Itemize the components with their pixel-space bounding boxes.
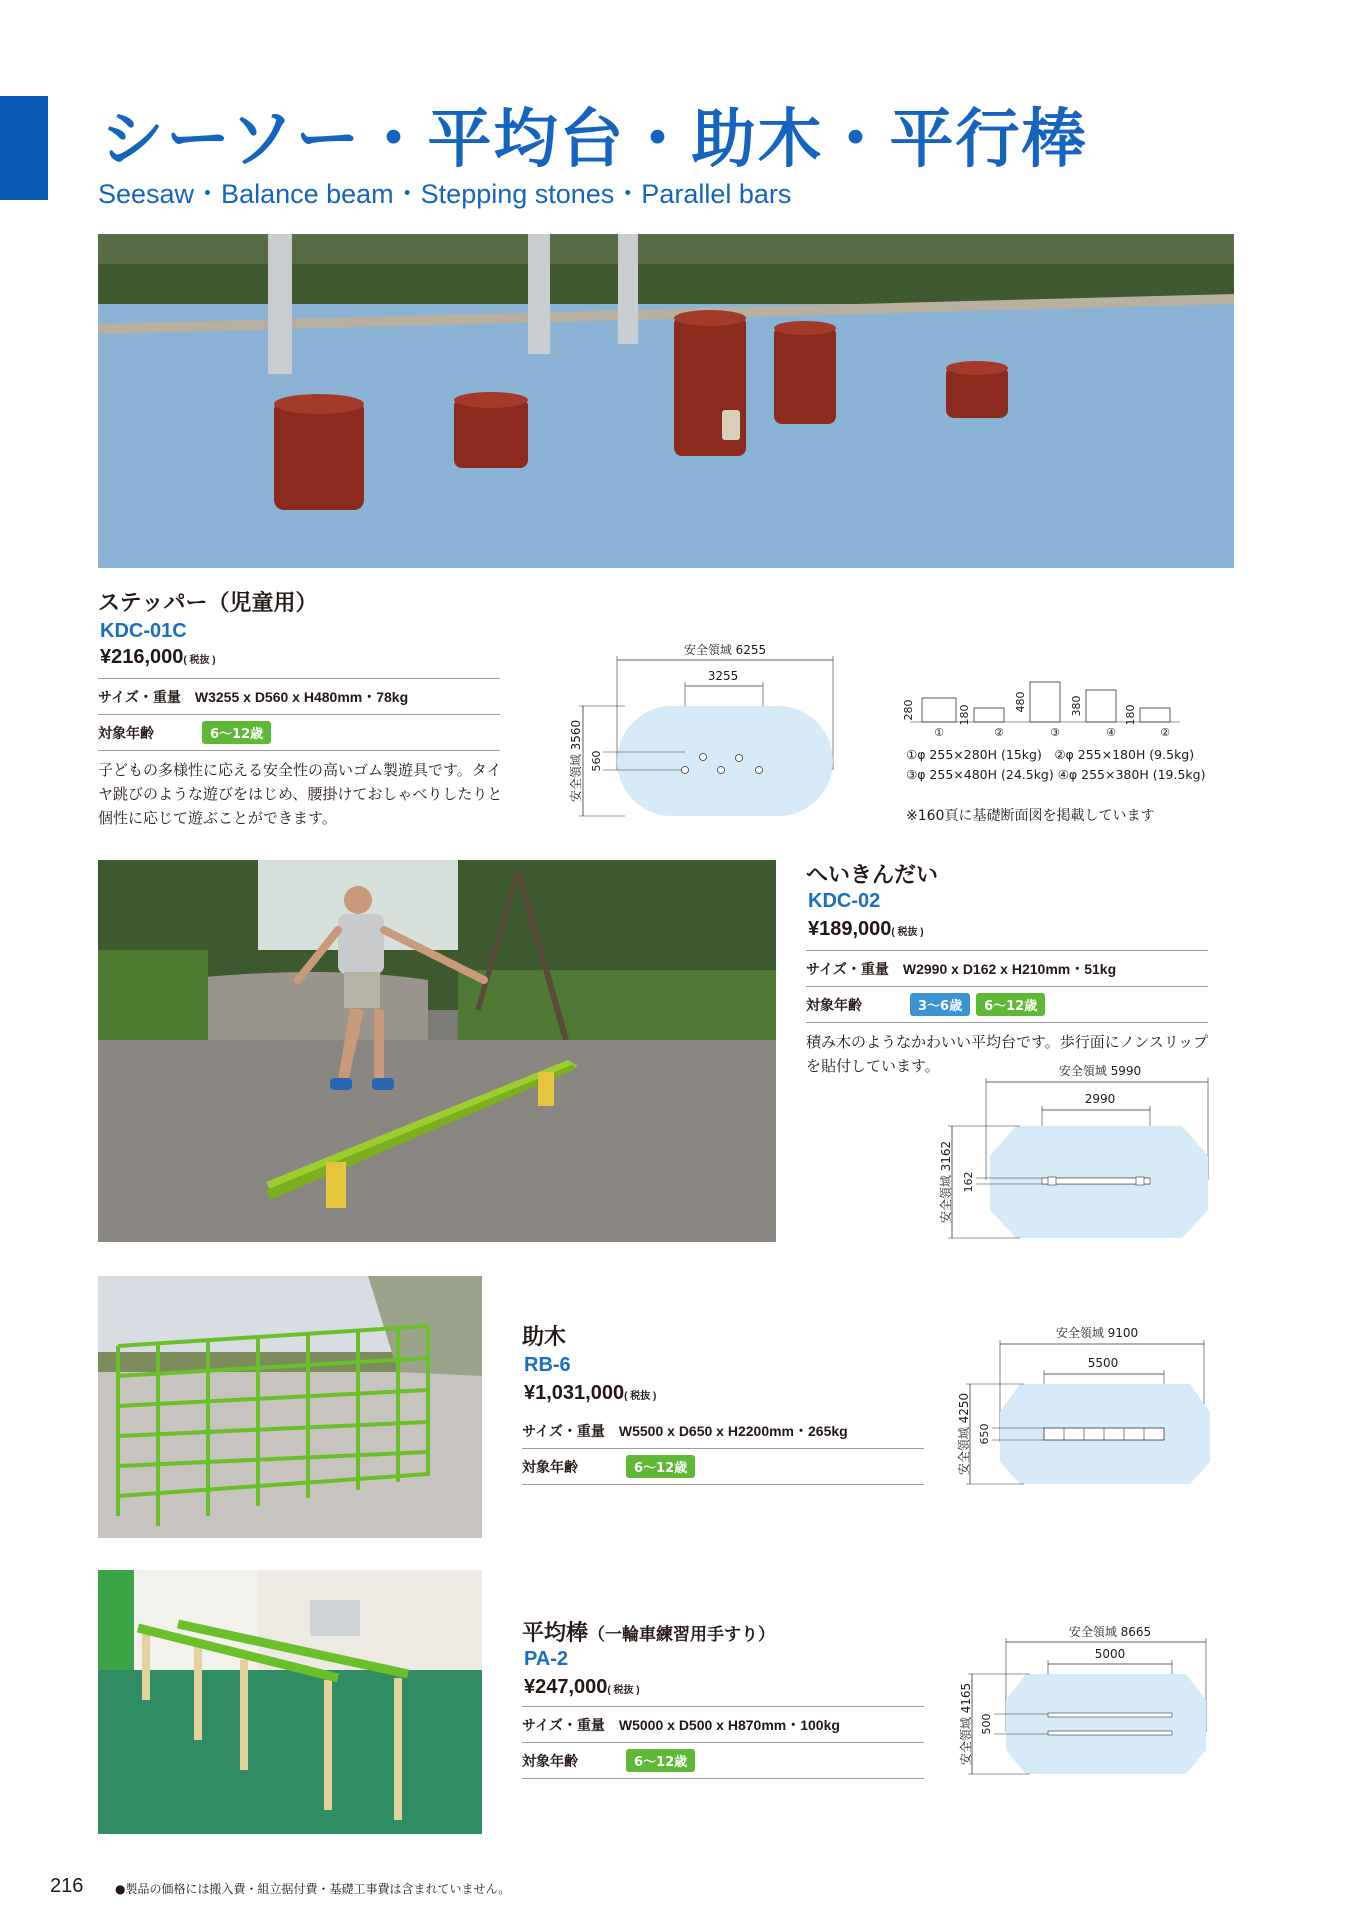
- inner-width-label: 5000: [1094, 1647, 1126, 1661]
- tax-note: ( 税抜 ): [891, 927, 924, 938]
- product-name: ステッパー（児童用）: [98, 591, 318, 616]
- spec-row-age: [806, 987, 1208, 1023]
- balance-beam-diagram: [910, 1060, 1210, 1240]
- part-number: ④: [1106, 726, 1116, 738]
- pa2-diagram: [950, 1622, 1210, 1778]
- size-label: サイズ・重量: [806, 961, 889, 978]
- product-code: KDC-01C: [100, 620, 187, 642]
- price-value: ¥1,031,000: [524, 1382, 625, 1404]
- tax-note: ( 税抜 ): [607, 1685, 640, 1696]
- page-title: シーソー・平均台・助木・平行棒: [100, 103, 1088, 177]
- part-number: ②: [1160, 726, 1170, 738]
- price-value: ¥216,000: [100, 646, 184, 668]
- pa2-photo: [98, 1570, 482, 1834]
- page-number: 216: [50, 1875, 84, 1897]
- size-label: サイズ・重量: [522, 1717, 605, 1734]
- product-code: PA-2: [524, 1648, 569, 1670]
- product-name-main: 平均棒: [522, 1621, 589, 1646]
- rb6-photo: [98, 1276, 482, 1538]
- spec-table: [806, 950, 1208, 1023]
- safety-width-label: 安全領域 5990: [1058, 1064, 1142, 1078]
- tax-note: ( 税抜 ): [624, 1391, 657, 1402]
- product-price: [808, 918, 924, 941]
- inner-height-label: 650: [978, 1423, 991, 1445]
- spec-table: [522, 1706, 924, 1779]
- spec-row-size: [522, 1413, 924, 1449]
- inner-width-label: 5500: [1087, 1356, 1119, 1370]
- age-label: 対象年齢: [806, 997, 862, 1014]
- age-badge: 3～6歳: [910, 993, 970, 1016]
- parts-note: ※160頁に基礎断面図を掲載しています: [906, 808, 1155, 824]
- page-subtitle: Seesaw・Balance beam・Stepping stones・Parallel bars: [98, 179, 792, 209]
- size-value: W2990 x D162 x H210mm・51kg: [902, 960, 1117, 977]
- inner-width-label: 2990: [1084, 1092, 1116, 1106]
- footer-note: ●製品の価格には搬入費・組立据付費・基礎工事費は含まれていません。: [115, 1882, 511, 1896]
- age-badge: 6～12歳: [202, 721, 271, 744]
- size-label: サイズ・重量: [98, 689, 181, 706]
- stepper-layout-diagram: [565, 640, 855, 826]
- parts-spec-line-1: ①φ 255×280H (15kg) ②φ 255×180H (9.5kg): [906, 747, 1195, 762]
- spec-row-size: [806, 951, 1208, 987]
- stepper-parts-diagram: [900, 676, 1210, 738]
- stepper-photo: [98, 234, 1234, 568]
- part-height: 380: [1070, 695, 1083, 717]
- age-label: 対象年齢: [522, 1459, 578, 1476]
- size-label: サイズ・重量: [522, 1423, 605, 1440]
- product-description: 積み木のようなかわいい平均台です。歩行面にノンスリップを貼付しています。: [806, 1033, 1209, 1075]
- tax-note: ( 税抜 ): [183, 655, 216, 666]
- safety-height-label: 安全領域 4250: [957, 1392, 971, 1476]
- product-name: [522, 1616, 775, 1647]
- spec-row-age: [522, 1743, 924, 1779]
- part-number: ①: [934, 726, 944, 738]
- spec-table: [522, 1412, 924, 1485]
- safety-height-label: 安全領域 4165: [959, 1682, 973, 1766]
- spec-row-age: [522, 1449, 924, 1485]
- size-value: W5000 x D500 x H870mm・100kg: [618, 1716, 840, 1733]
- section-side-bar: [0, 96, 48, 200]
- safety-width-label: 安全領域 8665: [1068, 1625, 1152, 1639]
- balance-beam-photo: [98, 860, 776, 1242]
- spec-row-size: [98, 679, 500, 715]
- product-code: RB-6: [524, 1354, 571, 1376]
- safety-width-label: 安全領域 9100: [1055, 1326, 1139, 1340]
- inner-height-label: 500: [980, 1713, 993, 1735]
- part-number: ②: [994, 726, 1004, 738]
- spec-row-size: [522, 1707, 924, 1743]
- part-number: ③: [1050, 726, 1060, 738]
- price-value: ¥189,000: [808, 918, 892, 940]
- product-price: [524, 1676, 640, 1699]
- spec-table: [98, 678, 500, 751]
- size-value: W5500 x D650 x H2200mm・265kg: [618, 1422, 848, 1439]
- safety-height-label: 安全領域 3560: [569, 719, 583, 803]
- part-height: 180: [1124, 704, 1137, 726]
- part-height: 180: [958, 704, 971, 726]
- product-code: KDC-02: [808, 890, 881, 912]
- safety-width-label: 安全領域 6255: [683, 643, 767, 657]
- inner-height-label: 162: [962, 1171, 975, 1193]
- age-badge: 6～12歳: [976, 993, 1045, 1016]
- age-badge: 6～12歳: [626, 1749, 695, 1772]
- age-label: 対象年齢: [98, 725, 154, 742]
- product-price: [100, 646, 216, 669]
- inner-width-label: 3255: [707, 669, 739, 683]
- parts-spec-line-2: ③φ 255×480H (24.5kg) ④φ 255×380H (19.5kg): [906, 767, 1206, 782]
- safety-height-label: 安全領域 3162: [939, 1140, 953, 1224]
- product-description: 子どもの多様性に応える安全性の高いゴム製遊具です。タイヤ跳びのような遊びをはじめ、腰掛けておしゃべりしたりと個性に応じて遊ぶことができます。: [98, 761, 503, 827]
- rb6-diagram: [940, 1322, 1210, 1488]
- spec-row-age: [98, 715, 500, 751]
- product-name: 助木: [522, 1325, 567, 1350]
- part-height: 480: [1014, 691, 1027, 713]
- part-height: 280: [902, 699, 915, 721]
- product-name-sub: （一輪車練習用手すり）: [588, 1625, 776, 1645]
- product-name: へいきんだい: [806, 863, 939, 888]
- inner-height-label: 560: [590, 750, 603, 772]
- price-value: ¥247,000: [524, 1676, 608, 1698]
- size-value: W3255 x D560 x H480mm・78kg: [194, 688, 409, 705]
- age-badge: 6～12歳: [626, 1455, 695, 1478]
- product-price: [524, 1382, 656, 1405]
- age-label: 対象年齢: [522, 1753, 578, 1770]
